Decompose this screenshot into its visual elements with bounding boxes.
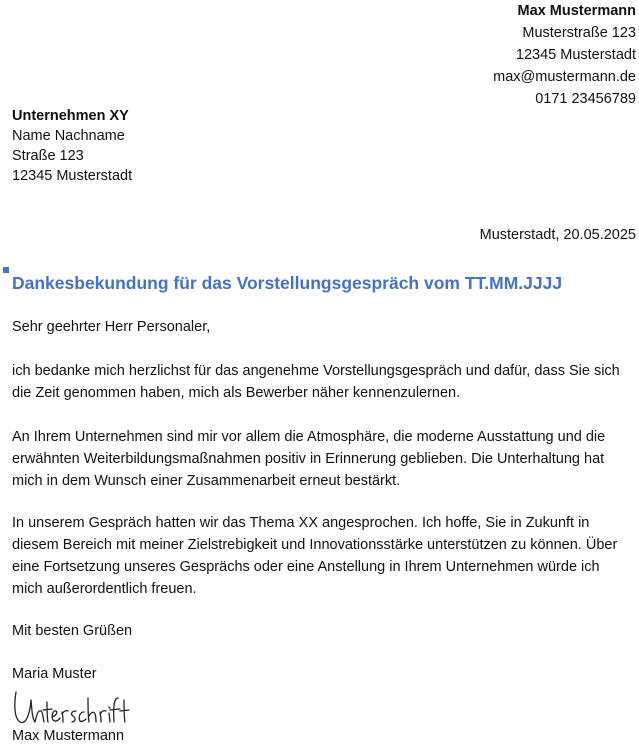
letter-date: Musterstadt, 20.05.2025 <box>479 227 636 243</box>
sender-email: max@mustermann.de <box>493 69 636 85</box>
body-paragraph-3: In unserem Gespräch hatten wir das Thema XX angesprochen. Ich hoffe, Sie in Zukunft in diesem Bereich mit meiner Zielstrebigkeit und Innovationsstärke unterstützen zu können. Über eine Fortsetzung unseres Gesprächs oder eine Anstellung in Ihrem Unternehmen würde ich mich außerordentlich freuen. <box>12 515 618 597</box>
recipient-city: 12345 Musterstadt <box>12 168 133 184</box>
recipient-address-block <box>12 106 132 186</box>
recipient-contact: Name Nachname <box>12 128 125 144</box>
heading-marker-icon <box>3 267 9 273</box>
signer-name: Max Mustermann <box>12 728 125 744</box>
sender-city: 12345 Musterstadt <box>515 47 636 63</box>
sender-street: Musterstraße 123 <box>522 25 636 41</box>
recipient-street: Straße 123 <box>12 148 84 164</box>
sender-phone: 0171 23456789 <box>535 91 636 107</box>
salutation: Sehr geehrter Herr Personaler, <box>12 319 211 335</box>
handwritten-signature <box>10 684 130 730</box>
recipient-company: Unternehmen XY <box>12 108 129 124</box>
body-paragraph-2: An Ihrem Unternehmen sind mir vor allem die Atmosphäre, die moderne Ausstattung und die erwähnten Weiterbildungsmaßnahmen positiv in Erinnerung geblieben. Die Unterhaltung hat mich in dem Wunsch einer Zusammenarbeit erneut bestärkt. <box>12 429 606 489</box>
closing: Mit besten Grüßen <box>12 623 133 639</box>
body-paragraph-1: ich bedanke mich herzlichst für das angenehme Vorstellungsgespräch und dafür, dass Sie sich die Zeit genommen haben, mich als Bewerber näher kennenzulernen. <box>12 363 620 401</box>
letter-subject: Dankesbekundung für das Vorstellungsgespräch vom TT.MM.JJJJ <box>12 273 563 293</box>
sender-name: Max Mustermann <box>517 3 636 19</box>
closing-name: Maria Muster <box>12 666 97 682</box>
sender-address-block <box>493 0 636 110</box>
